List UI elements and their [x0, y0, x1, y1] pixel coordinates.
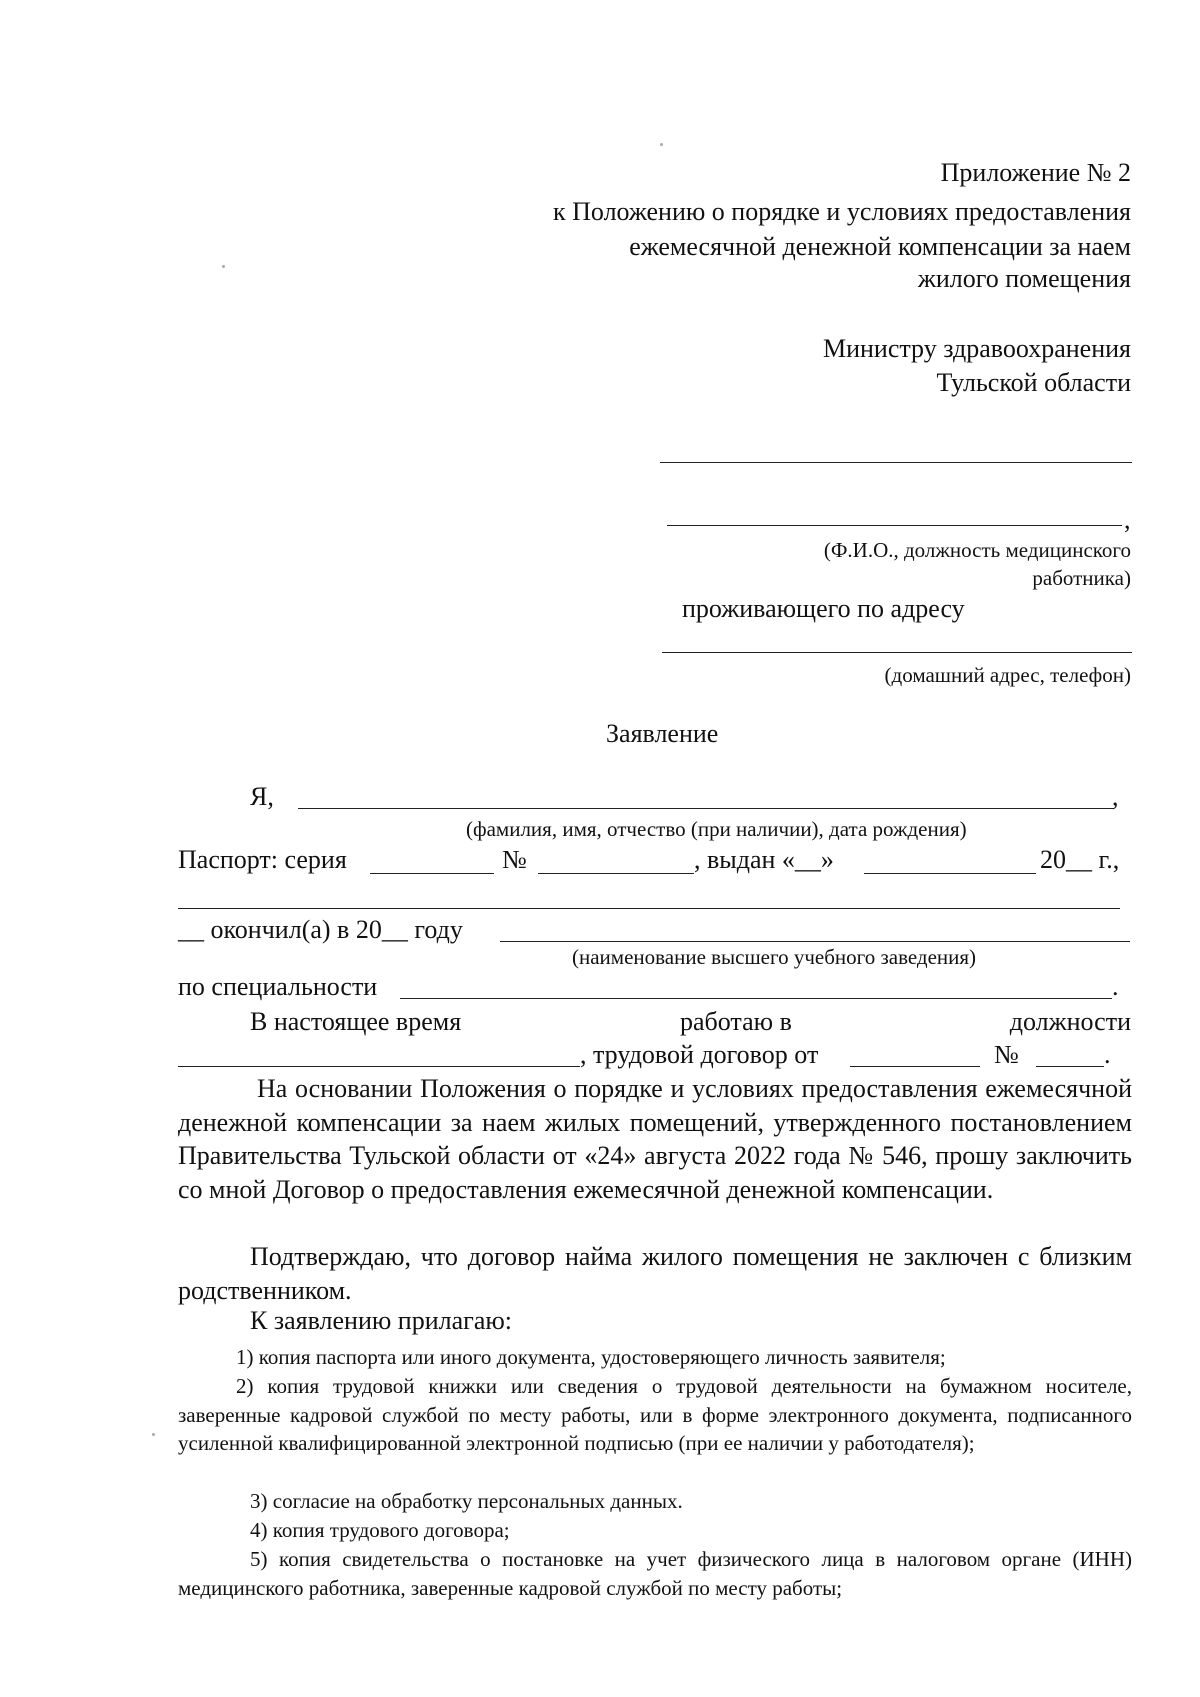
- fio-birth-hint: (фамилия, имя, отчество (при наличии), дата рождения): [466, 817, 967, 841]
- blank-line: [1036, 1066, 1104, 1067]
- blank-line: [667, 525, 1122, 526]
- attachment-item: 4) копия трудового договора;: [250, 1518, 510, 1542]
- employment-text: должности: [1009, 1007, 1131, 1036]
- document-title: Заявление: [606, 719, 719, 748]
- specialty-label: по специальности: [178, 972, 378, 1001]
- university-hint: (наименование высшего учебного заведения): [572, 945, 977, 969]
- contract-label: , трудовой договор от: [580, 1040, 819, 1069]
- blank-line: [370, 873, 494, 874]
- residing-label: проживающего по адресу: [682, 594, 965, 623]
- contract-number-label: №: [994, 1040, 1019, 1069]
- blank-line: [864, 873, 1036, 874]
- scan-speck: [152, 1433, 155, 1436]
- blank-line: [500, 941, 1130, 942]
- i-label: Я,: [250, 782, 274, 811]
- graduation-label: __ окончил(а) в 20__ году: [178, 915, 463, 944]
- blank-line: [298, 808, 1114, 809]
- appendix-reference-line: жилого помещения: [917, 264, 1131, 293]
- blank-line: [850, 1066, 980, 1067]
- confirmation-paragraph: Подтверждаю, что договор найма жилого помещения не заключен с близким родственником.: [178, 1242, 1132, 1305]
- blank-line: [538, 873, 694, 874]
- passport-year: 20__ г.,: [1040, 845, 1120, 874]
- blank-line: [662, 652, 1132, 653]
- comma: ,: [1124, 505, 1131, 534]
- employment-text: В настоящее время: [250, 1007, 462, 1036]
- passport-issued-label: , выдан «__»: [694, 845, 834, 874]
- scan-speck: [222, 265, 225, 268]
- address-hint: (домашний адрес, телефон): [884, 663, 1131, 687]
- passport-label: Паспорт: серия: [178, 845, 347, 874]
- fio-hint: (Ф.И.О., должность медицинского: [823, 538, 1131, 562]
- appendix-reference-line: ежемесячной денежной компенсации за наем: [629, 232, 1131, 261]
- blank-line: [178, 1066, 580, 1067]
- period: .: [1112, 972, 1119, 1001]
- comma: ,: [1112, 782, 1119, 811]
- blank-line: [178, 908, 1120, 909]
- scan-speck: [660, 143, 663, 146]
- fio-hint: работника): [1032, 566, 1131, 590]
- blank-line: [400, 998, 1112, 999]
- appendix-reference-line: к Положению о порядке и условиях предоставления: [553, 197, 1131, 226]
- appendix-number: Приложение № 2: [940, 158, 1131, 187]
- addressee-line: Тульской области: [936, 368, 1131, 397]
- addressee-line: Министру здравоохранения: [822, 334, 1131, 363]
- request-paragraph: На основании Положения о порядке и условиях предоставления ежемесячной денежной компенсации за наем жилых помещений, утвержденного постановлением Правительства Тульской области от «24» августа 2022 года № 546, прошу заключить со мной Договор о предоставления ежемесячной денежной компенсации.: [178, 1074, 1132, 1204]
- blank-line: [660, 462, 1132, 463]
- attachments-label: К заявлению прилагаю:: [250, 1306, 513, 1335]
- period: .: [1104, 1040, 1111, 1069]
- passport-number-label: №: [502, 845, 527, 874]
- attachment-item: 5) копия свидетельства о постановке на учет физического лица в налоговом органе (ИНН) медицинского работника, заверенные кадровой службой по месту работы;: [178, 1547, 1132, 1600]
- attachment-item: 1) копия паспорта или иного документа, удостоверяющего личность заявителя;: [236, 1345, 946, 1369]
- attachment-item: 2) копия трудовой книжки или сведения о трудовой деятельности на бумажном носителе, заверенные кадровой службой по месту работы, или в форме электронного документа, подписанного усиленной квалифицированной электронной подписью (при ее наличии у работодателя);: [178, 1374, 1132, 1455]
- attachment-item: 3) согласие на обработку персональных данных.: [250, 1489, 683, 1513]
- employment-text: работаю в: [680, 1007, 792, 1036]
